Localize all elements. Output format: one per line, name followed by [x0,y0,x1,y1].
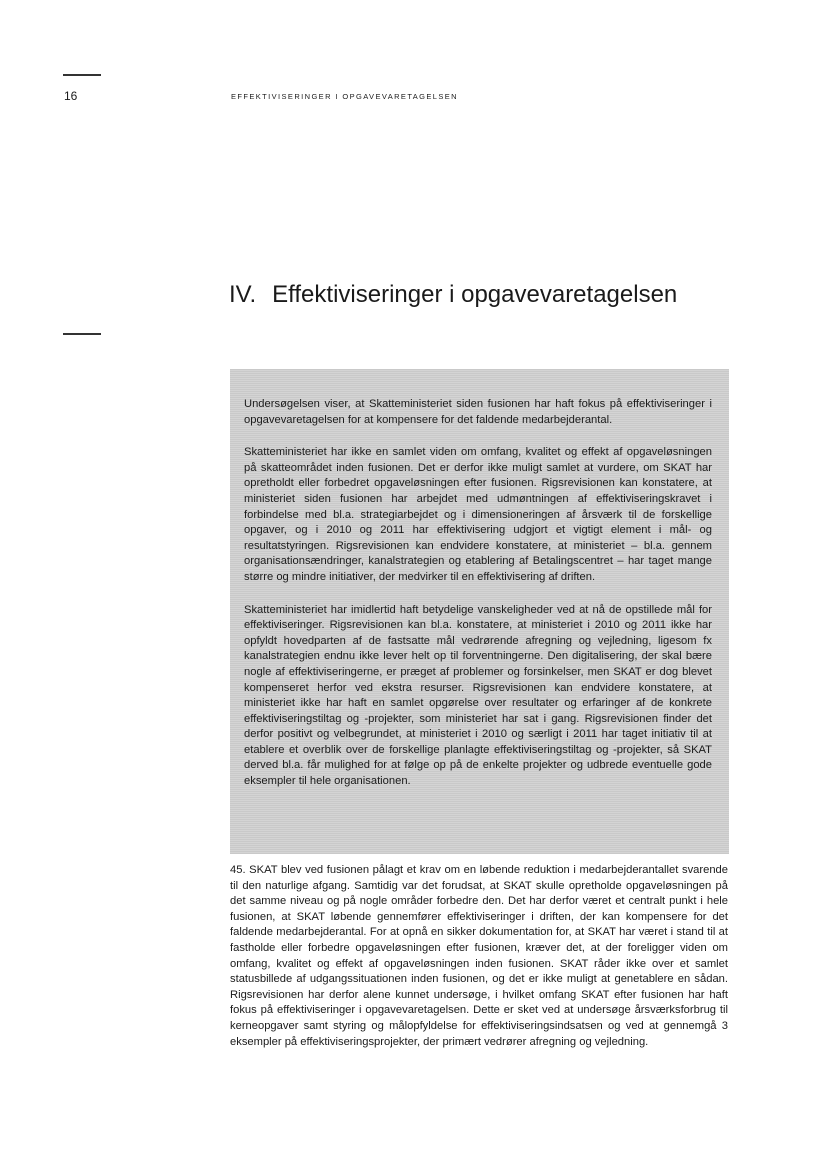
summary-paragraph-2: Skatteministeriet har ikke en samlet viden om omfang, kvalitet og effekt af opgaveløsningen på skatteområdet inden fusionen. Det er derfor ikke muligt samlet at vurdere, om SKAT har opretholdt eller forbedret opgaveløsningen efter fusionen. Rigsrevisionen kan konstatere, at ministeriet siden fusionen har arbejdet med udmøntningen af effektiviseringskravet i forbindelse med bl.a. strategiarbejdet og i dimensioneringen af årsværk til de forskellige opgaver, og i 2010 og 2011 har effektivisering udgjort et vigtigt element i mål- og resultatstyringen. Rigsrevisionen kan endvidere konstatere, at ministeriet – bl.a. gennem organisationsændringer, kanalstrategien og etablering af Betalingscentret – har taget mange større og mindre initiativer, der medvirker til en effektivisering af driften. [244,446,712,583]
summary-paragraph-1: Undersøgelsen viser, at Skatteministeriet siden fusionen har haft fokus på effektiviseringer i opgavevaretagelsen for at kompensere for det faldende medarbejderantal. [244,398,712,426]
margin-rule-top [63,74,101,76]
chapter-number: IV. [229,281,257,308]
chapter-title [229,281,677,309]
summary-box [230,369,729,854]
chapter-title-text: Effektiviseringer i opgavevaretagelsen [272,281,678,308]
running-header: EFFEKTIVISERINGER I OPGAVEVARETAGELSEN [231,92,458,101]
body-paragraph-45: 45. SKAT blev ved fusionen pålagt et krav om en løbende reduktion i medarbejderantallet svarende til den naturlige afgang. Samtidig var det forudsat, at SKAT skulle opretholde opgaveløsningen på det samme niveau og på nogle områder forbedre den. Det har derfor været et centralt punkt i hele fusionen, at SKAT løbende gennemfører effektiviseringer i driften, der kan kompensere for det faldende medarbejderantal. For at opnå en sikker dokumentation for, at SKAT har været i stand til at fastholde eller forbedre opgaveløsningen efter fusionen, kræver det, at der foreligger viden om omfang, kvalitet og effekt af opgaveløsningen inden fusionen. SKAT råder ikke over et samlet statusbillede af udgangssituationen inden fusionen, og det er ikke muligt at genetablere en sådan. Rigsrevisionen har derfor alene kunnet undersøge, i hvilket omfang SKAT efter fusionen har haft fokus på effektiviseringer i opgavevaretagelsen. Dette er sket ved at undersøge årsværksforbrug til kerneopgaver samt styring og målopfyldelse for effektiviseringsindsatsen og ved at gennemgå 3 eksempler på effektiviseringsprojekter, der primært vedrører afregning og vejledning. [230,864,728,1048]
page-number: 16 [64,89,78,103]
summary-paragraph-3: Skatteministeriet har imidlertid haft betydelige vanskeligheder ved at nå de opstillede mål for effektiviseringer. Rigsrevisionen kan bl.a. konstatere, at ministeriet i 2010 og 2011 ikke har opfyldt hovedparten af de fastsatte mål vedrørende afregning og vejledning, ligesom fx kanalstrategien endnu ikke lever helt op til forventningerne. Den digitalisering, der skal bære nogle af effektiviseringerne, er præget af problemer og forsinkelser, men SKAT er dog blevet kompenseret herfor ved ekstra resurser. Rigsrevisionen kan endvidere konstatere, at ministeriet ikke har haft en samlet opgørelse over resultater og erfaringer af de konkrete effektiviseringstiltag og -projekter, som ministeriet har sat i gang. Rigsrevisionen finder det derfor positivt og velbegrundet, at ministeriet i 2010 og særligt i 2011 har taget initiativ til at etablere et overblik over de forskellige planlagte effektiviseringstiltag og -projekter, så SKAT derved bl.a. får mulighed for at følge op på de enkelte projekter og udbrede eventuelle gode eksempler til hele organisationen. [244,603,712,788]
margin-rule-chapter [63,333,101,335]
